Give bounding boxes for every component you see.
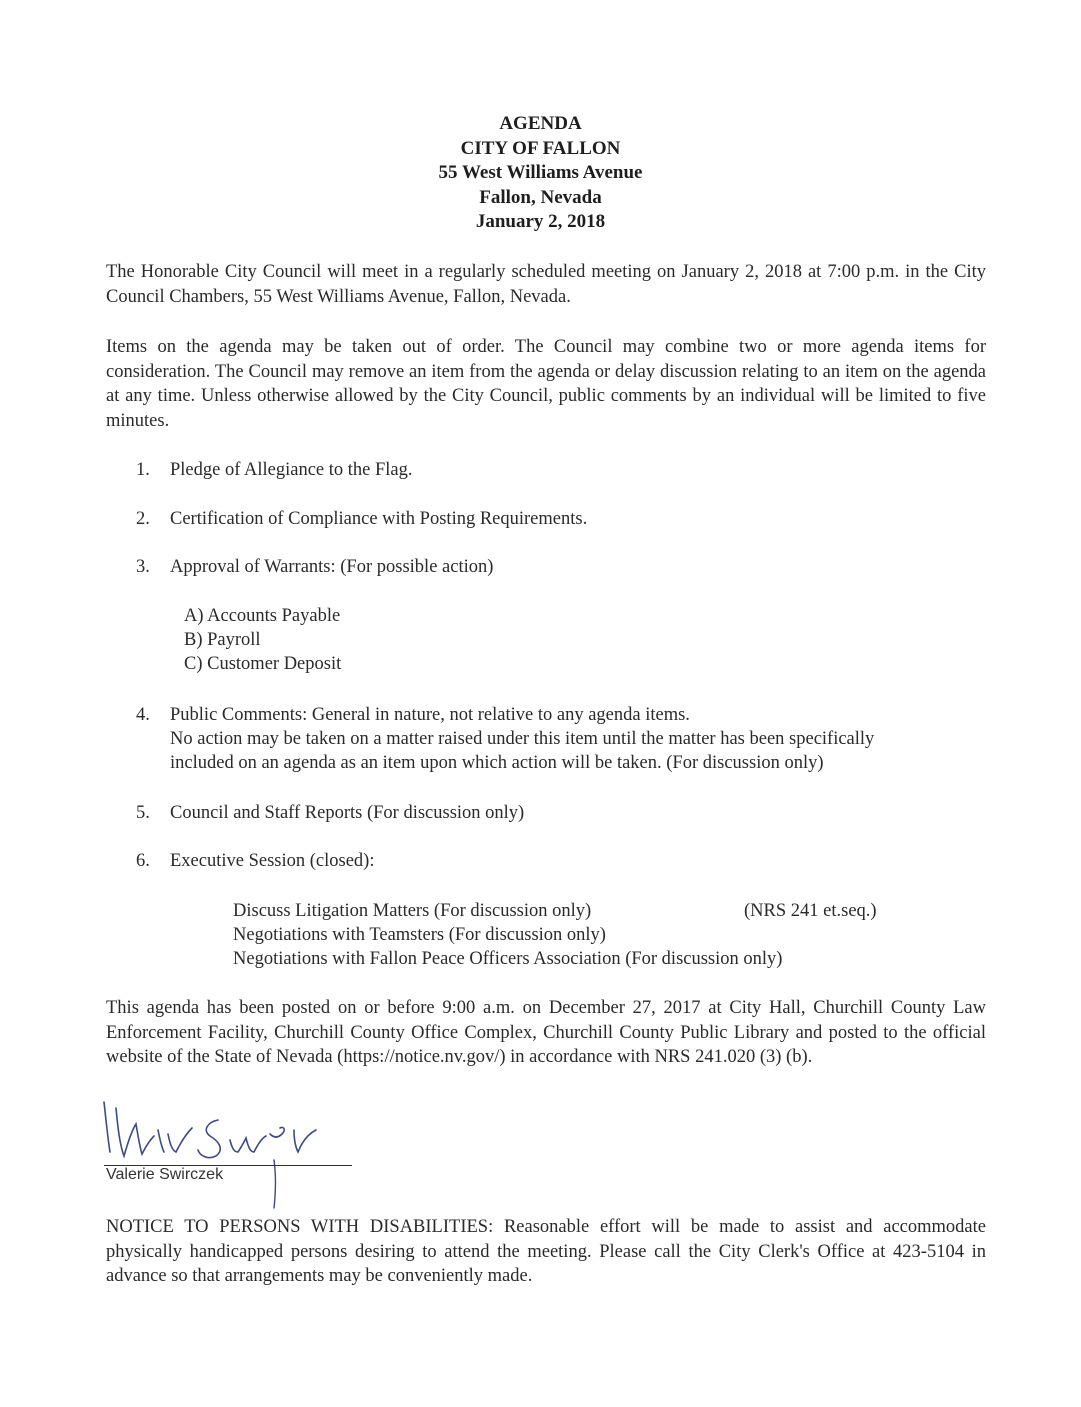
handwritten-signature <box>98 1090 328 1210</box>
item-text: Executive Session (closed): <box>170 851 375 871</box>
item4-continuation-1: No action may be taken on a matter raised under this item until the matter has been specifically <box>170 729 875 749</box>
item3-sub-b: B) Payroll <box>184 630 261 650</box>
exec-session-nrs-reference: (NRS 241 et.seq.) <box>744 901 877 921</box>
item-text: Certification of Compliance with Posting Requirements. <box>170 509 588 529</box>
item-text: Public Comments: General in nature, not relative to any agenda items. <box>170 705 690 725</box>
agenda-rules-paragraph: Items on the agenda may be taken out of order. The Council may combine two or more agenda items for consideration. The Council may remove an item from the agenda or delay discussion relating to an item on the agenda at any time. Unless otherwise allowed by the City Council, public comments by an individual will be limited to five minutes. <box>106 337 986 431</box>
item3-sub-c: C) Customer Deposit <box>184 654 342 674</box>
agenda-item-2 <box>136 507 587 532</box>
agenda-item-3 <box>136 555 493 580</box>
header-city: CITY OF FALLON <box>460 137 621 159</box>
item3-sub-a: A) Accounts Payable <box>184 606 341 626</box>
item-number: 1. <box>136 460 150 480</box>
header-location: Fallon, Nevada <box>479 186 602 208</box>
item-text: Pledge of Allegiance to the Flag. <box>170 460 413 480</box>
item-number: 6. <box>136 851 150 871</box>
item-number: 5. <box>136 803 150 823</box>
exec-session-teamsters: Negotiations with Teamsters (For discussion only) <box>233 925 606 945</box>
exec-session-peace-officers: Negotiations with Fallon Peace Officers Association (For discussion only) <box>233 949 783 969</box>
signer-name: Valerie Swirczek <box>106 1166 224 1183</box>
exec-session-litigation: Discuss Litigation Matters (For discussion only) <box>233 901 592 921</box>
item-number: 2. <box>136 509 150 529</box>
item4-continuation-2: included on an agenda as an item upon which action will be taken. (For discussion only) <box>170 753 824 773</box>
agenda-header <box>0 112 1081 235</box>
item-text: Council and Staff Reports (For discussion only) <box>170 803 525 823</box>
header-date: January 2, 2018 <box>475 211 606 232</box>
agenda-item-4 <box>136 703 690 728</box>
meeting-intro-paragraph: The Honorable City Council will meet in a regularly scheduled meeting on January 2, 2018 at 7:00 p.m. in the City Council Chambers, 55 West Williams Avenue, Fallon, Nevada. <box>106 262 986 307</box>
item-number: 3. <box>136 557 150 577</box>
disability-notice: NOTICE TO PERSONS WITH DISABILITIES: Reasonable effort will be made to assist and accommodate physically handicapped persons desiring to attend the meeting. Please call the City Clerk's Office at 423-5104 in advance so that arrangements may be conveniently made. <box>106 1217 986 1286</box>
agenda-item-5 <box>136 801 524 826</box>
item-text: Approval of Warrants: (For possible action) <box>170 557 494 577</box>
agenda-item-1 <box>136 458 413 483</box>
header-title: AGENDA <box>499 113 582 134</box>
posting-statement: This agenda has been posted on or before 9:00 a.m. on December 27, 2017 at City Hall, Churchill County Law Enforcement Facility, Churchill County Office Complex, Churchill County Public Library and posted to the official website of the State of Nevada (https://notice.nv.gov/) in accordance with NRS 241.020 (3) (b). <box>106 998 986 1067</box>
agenda-item-6 <box>136 849 374 874</box>
item-number: 4. <box>136 705 150 725</box>
header-address: 55 West Williams Avenue <box>438 162 643 183</box>
